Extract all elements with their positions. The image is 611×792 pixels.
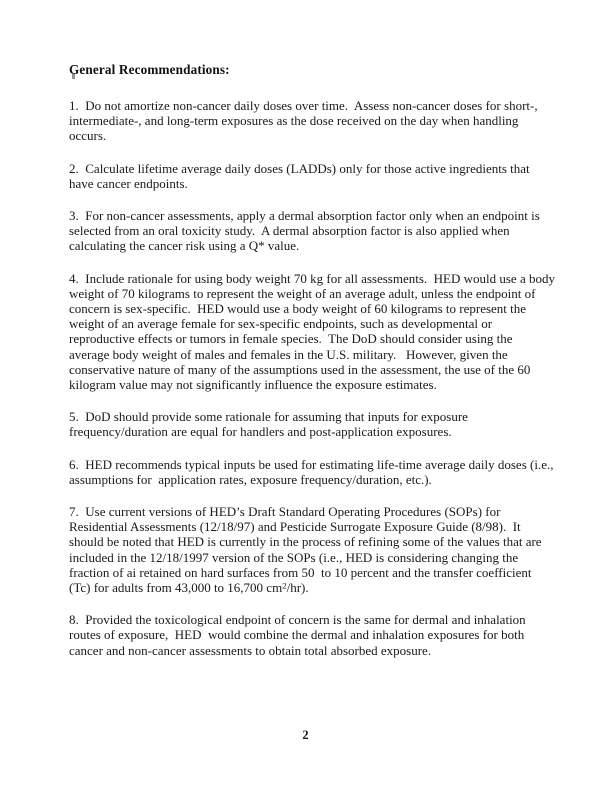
document-body [69,62,559,658]
recommendation-item-3: 3. For non-cancer assessments, apply a dermal absorption factor only when an endpoint is selected from an oral toxicity study. A dermal absorption factor is also applied when calculating the cancer risk using a Q* value. [69,208,544,254]
recommendation-item-7 [69,504,555,595]
recommendation-item-2: 2. Calculate lifetime average daily doses (LADDs) only for those active ingredients that have cancer endpoints. [69,160,533,191]
recommendation-item-1: 1. Do not amortize non-cancer daily doses over time. Assess non-cancer doses for short-, intermediate-, and long-term exposures as the dose received on the day when handling occurs. [69,98,541,144]
superscript-exponent: 2 [282,580,287,591]
recommendation-item-6: 6. HED recommends typical inputs be used for estimating life-time average daily doses (i.e., assumptions for application rates, exposure frequency/duration, etc.). [69,456,557,487]
recommendation-item-5: 5. DoD should provide some rationale for assuming that inputs for exposure frequency/duration are equal for handlers and post-application exposures. [69,409,472,440]
recommendation-item-7-text-part-1: 7. Use current versions of HED’s Draft Standard Operating Procedures (SOPs) for Residential Assessments (12/18/97) and Pesticide Surrogate Exposure Guide (8/98). It should be noted that HED is currently in the process of refining some of the values that are included in the 12/18/1997 version of the SOPs (i.e., HED is considering changing the fraction of ai retained on hard surfaces from 50 to 10 percent and the transfer coefficient (Tc) for adults from 43,000 to 16,700 cm [69,504,545,596]
page-number: 2 [302,728,309,742]
recommendation-item-4: 4. Include rationale for using body weight 70 kg for all assessments. HED would use a body weight of 70 kilograms to represent the weight of an average adult, unless the endpoint of concern is sex-specific. HED would use a body weight of 60 kilograms to represent the weight of an average female for sex-specific endpoints, such as developmental or reproductive effects or tumors in female species. The DoD should consider using the average body weight of males and females in the U.S. military. However, given the conservative nature of many of the assumptions used in the assessment, the use of the 60 kilogram value may not significantly influence the exposure estimates. [69,270,559,393]
recommendation-item-7-text-part-2: /hr). [286,580,309,596]
page-title: General Recommendations: [69,62,230,77]
recommendation-item-8: 8. Provided the toxicological endpoint of concern is the same for dermal and inhalation routes of exposure, HED would combine the dermal and inhalation exposures for both cancer and non-cancer assessments to obtain total absorbed exposure. [69,612,529,658]
